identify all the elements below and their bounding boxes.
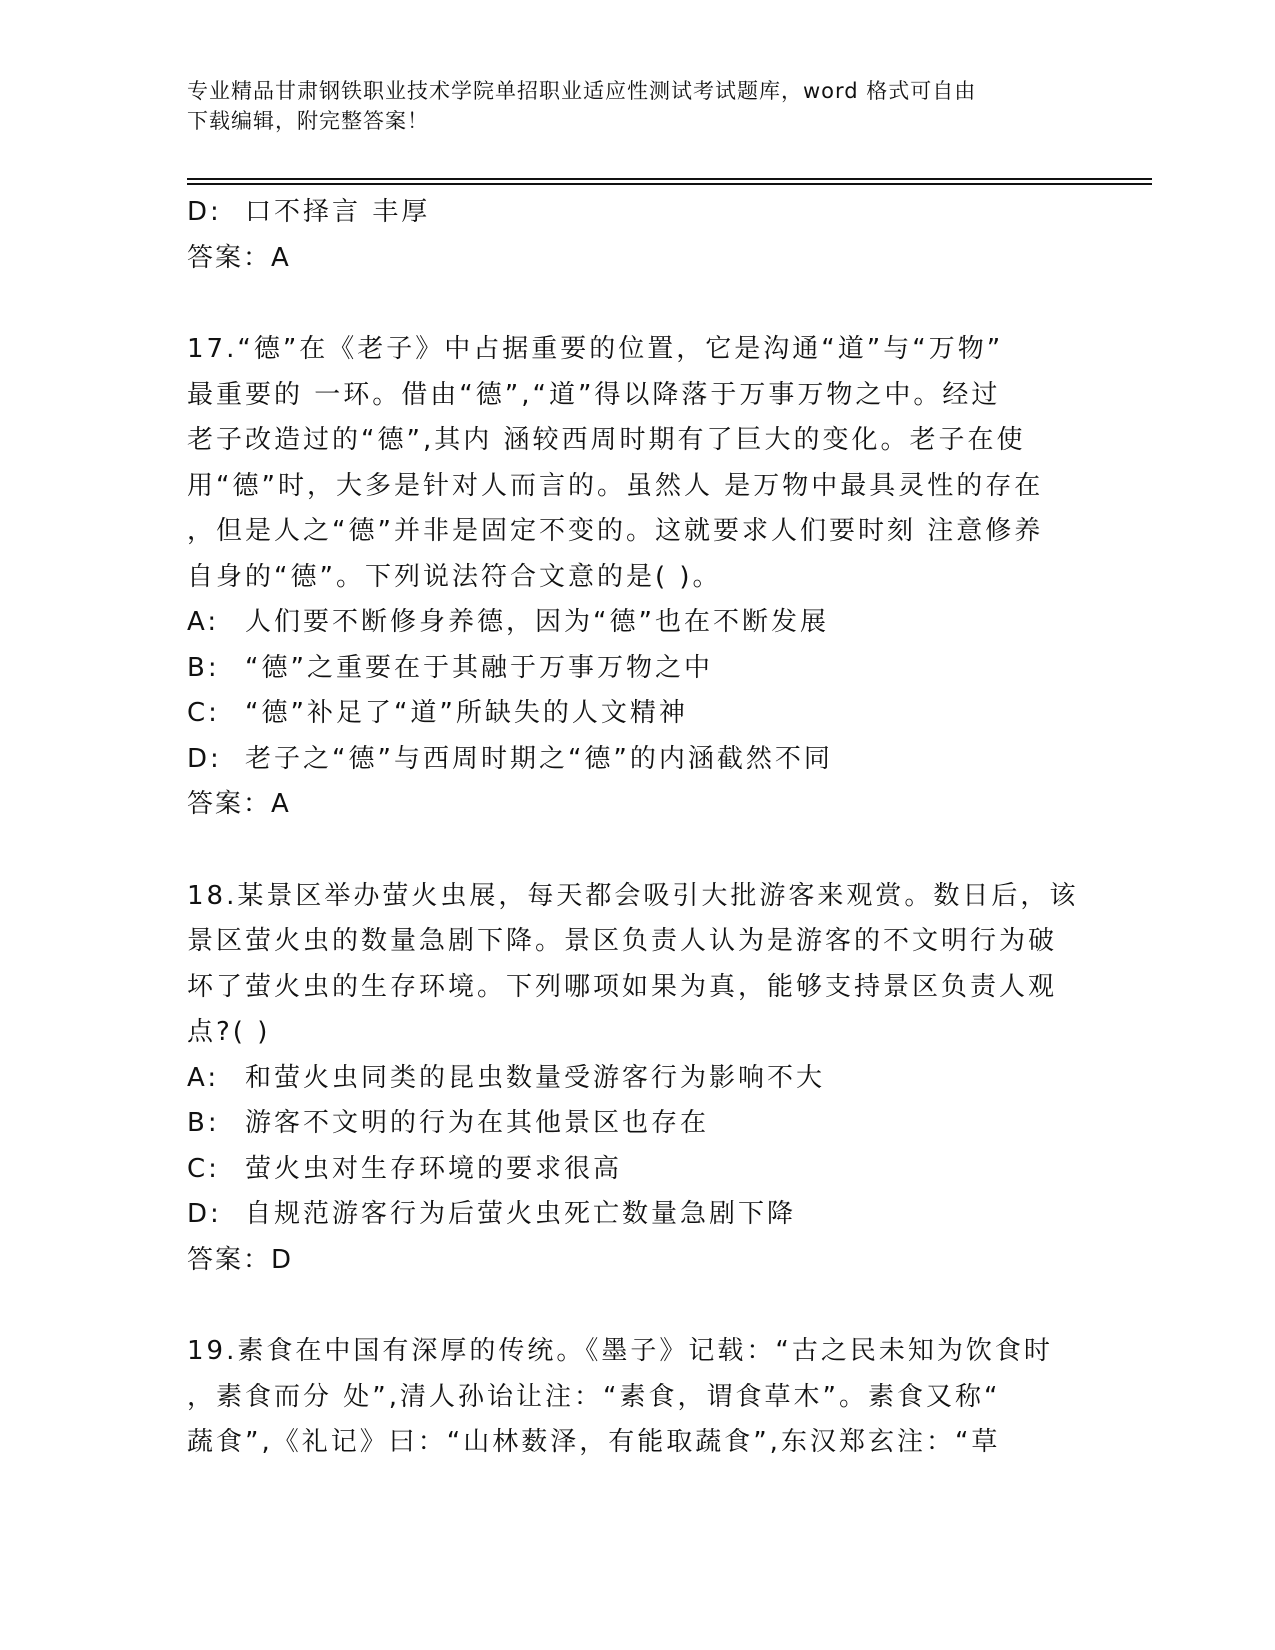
option-text: 老子之“德”与西周时期之“德”的内涵截然不同	[245, 743, 833, 774]
q16-answer: 答案：A	[187, 242, 291, 273]
option-text: “德”补足了“道”所缺失的人文精神	[245, 698, 688, 728]
q17-text-line: ，但是人之“德”并非是固定不变的。这就要求人们要时刻 注意修养	[187, 516, 1044, 546]
option-text: 游客不文明的行为在其他景区也存在	[245, 1108, 710, 1138]
q18-text-line: 景区萤火虫的数量急剧下降。景区负责人认为是游客的不文明行为破	[187, 926, 1058, 956]
spacer	[187, 281, 1077, 327]
option-text: 萤火虫对生存环境的要求很高	[245, 1153, 623, 1184]
q17-option-a	[187, 600, 1077, 646]
q17-text-line: 用“德”时，大多是针对人而言的。虽然人 是万物中最具灵性的存在	[187, 470, 1044, 501]
document-body	[187, 190, 1077, 1466]
question-19	[187, 1329, 1077, 1466]
option-text: 口不择言 丰厚	[245, 197, 431, 227]
page-header	[187, 76, 1067, 136]
q19-text-line: ，素食而分 处”,清人孙诒让注：“素食，谓食草木”。素食又称“	[187, 1381, 1001, 1412]
header-rule-bottom	[187, 183, 1152, 185]
q16-option-d	[187, 190, 1077, 236]
q17-text-line: 自身的“德”。下列说法符合文意的是( )。	[187, 561, 722, 592]
spacer	[187, 1283, 1077, 1329]
q18-text-line: 坏了萤火虫的生存环境。下列哪项如果为真，能够支持景区负责人观	[187, 971, 1058, 1002]
header-rule-top	[187, 178, 1152, 180]
header-line-1: 专业精品甘肃钢铁职业技术学院单招职业适应性测试考试题库，word 格式可自由	[187, 79, 977, 103]
q18-option-a	[187, 1056, 1077, 1102]
spacer	[187, 828, 1077, 874]
q19-text-line: 19.素食在中国有深厚的传统。《墨子》记载：“古之民未知为饮食时	[187, 1336, 1053, 1366]
option-text: 人们要不断修身养德，因为“德”也在不断发展	[245, 607, 829, 637]
q17-text-line: 老子改造过的“德”,其内 涵较西周时期有了巨大的变化。老子在使	[187, 425, 1026, 455]
q18-option-d	[187, 1192, 1077, 1238]
q18-option-c	[187, 1147, 1077, 1193]
option-text: 自规范游客行为后萤火虫死亡数量急剧下降	[245, 1199, 797, 1229]
question-17	[187, 327, 1077, 828]
q17-option-c	[187, 691, 1077, 737]
option-label: B:	[187, 1108, 220, 1138]
option-label: D:	[187, 743, 222, 774]
q18-answer: 答案：D	[187, 1244, 294, 1275]
option-label: A:	[187, 607, 220, 637]
q17-option-b	[187, 646, 1077, 692]
option-text: “德”之重要在于其融于万事万物之中	[245, 652, 713, 683]
option-label: D:	[187, 197, 222, 227]
q18-text-line: 点?( )	[187, 1017, 271, 1047]
q17-text-line: 最重要的 一环。借由“德”,“道”得以降落于万事万物之中。经过	[187, 379, 1001, 410]
option-text: 和萤火虫同类的昆虫数量受游客行为影响不大	[245, 1062, 826, 1093]
q18-option-b	[187, 1101, 1077, 1147]
option-label: A:	[187, 1062, 220, 1093]
q18-text-line: 18.某景区举办萤火虫展，每天都会吸引大批游客来观赏。数日后，该	[187, 880, 1079, 911]
option-label: C:	[187, 1153, 220, 1184]
option-label: D:	[187, 1199, 222, 1229]
q17-text-line: 17.“德”在《老子》中占据重要的位置，它是沟通“道”与“万物”	[187, 334, 1004, 364]
option-label: B:	[187, 652, 220, 683]
question-18	[187, 874, 1077, 1284]
q19-text-line: 蔬食”,《礼记》曰：“山林薮泽，有能取蔬食”,东汉郑玄注：“草	[187, 1427, 1001, 1457]
header-line-2: 下载编辑，附完整答案！	[187, 109, 429, 133]
option-label: C:	[187, 698, 220, 728]
q17-answer: 答案：A	[187, 789, 291, 819]
q17-option-d	[187, 737, 1077, 783]
